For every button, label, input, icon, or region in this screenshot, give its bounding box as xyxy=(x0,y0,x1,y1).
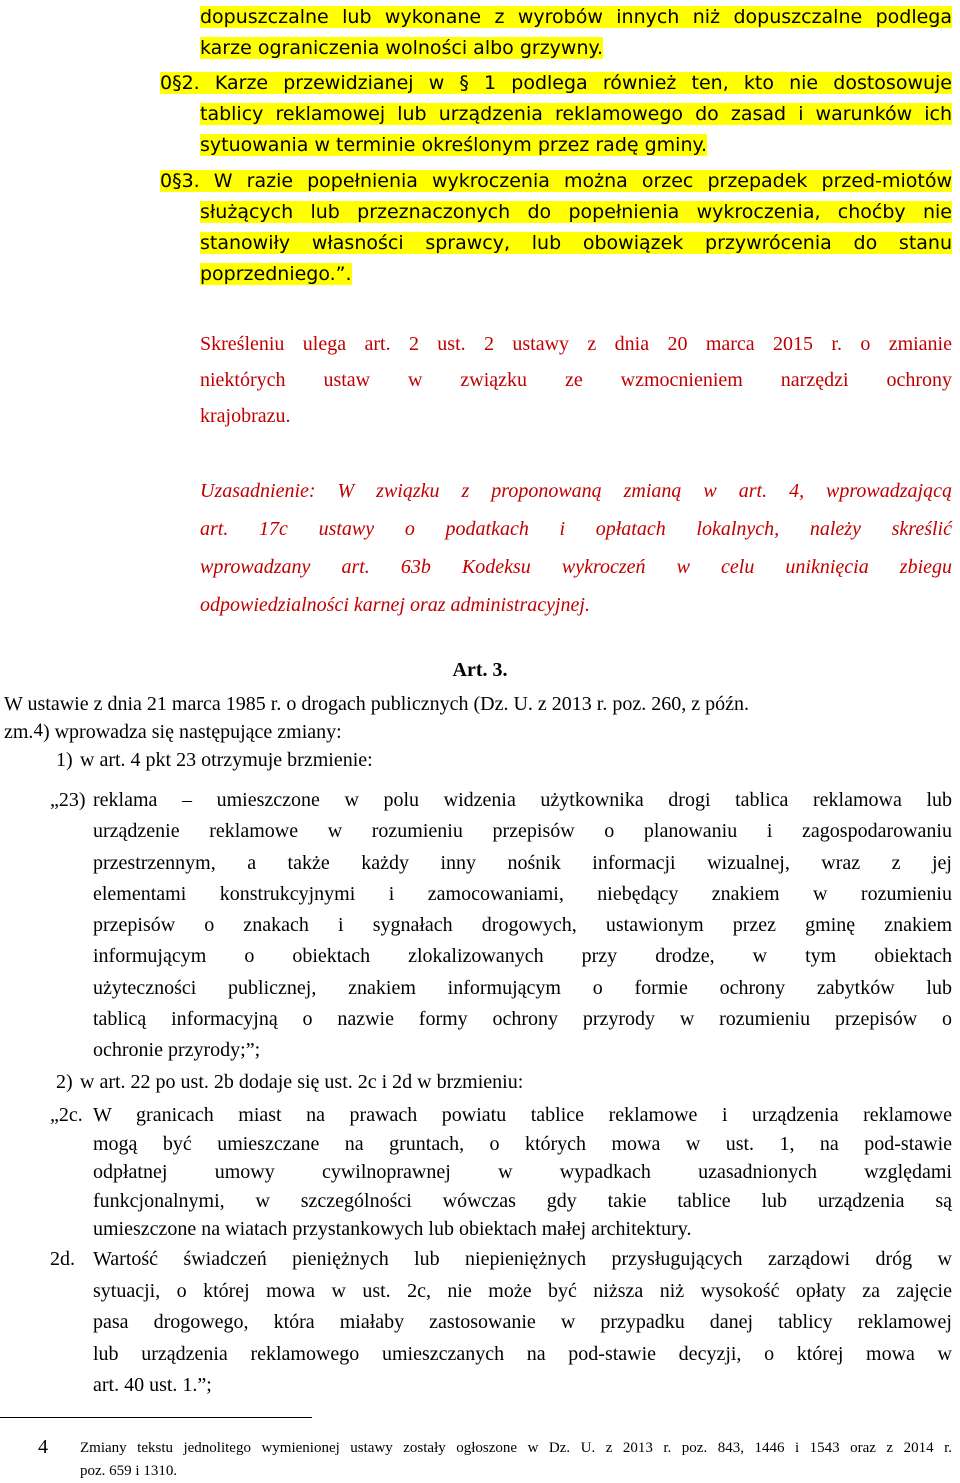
text-line: przepisów o znakach i sygnałach drogowych, ustawionym przez gminę znakiem xyxy=(93,914,952,937)
text-line: przestrzennym, a także każdy inny nośnik informacji wizualnej, wraz z jej xyxy=(93,851,952,874)
text-line: mogą być umieszczane na gruntach, o których mowa w ust. 1, na pod-stawie xyxy=(93,1132,952,1155)
text-line: zm. xyxy=(4,721,34,743)
item-1-text: w art. 4 pkt 23 otrzymuje brzmienie: xyxy=(80,749,373,771)
text-line: pasa drogowego, która miałaby zastosowanie w przypadku danej tablicy reklamowej xyxy=(93,1311,952,1333)
text-line: sytuacji, o której mowa w ust. 2c, nie może być niższa niż wysokość opłaty za zajęcie xyxy=(93,1279,952,1302)
deletion-note xyxy=(200,326,952,434)
footnote-separator xyxy=(0,1417,312,1418)
text-line: tablicy reklamowej lub urządzenia reklamowego do zasad i warunków ich xyxy=(200,103,952,125)
paragraph-2c-text xyxy=(93,1101,952,1244)
text-line: odpowiedzialności karnej oraz administracyjnej. xyxy=(200,594,590,616)
definition-23-text xyxy=(93,785,952,1067)
text-line: stanowiły własności sprawcy, lub obowiązek przywrócenia do stanu xyxy=(200,232,952,254)
footnote-ref[interactable]: 4 xyxy=(33,720,43,741)
definition-23-lead: „23) xyxy=(50,789,86,811)
paragraph-section-3-cont xyxy=(200,197,952,290)
text-line: niektórych ustaw w związku ze wzmocnieniem narzędzi ochrony xyxy=(200,369,952,391)
justification-note xyxy=(200,472,952,624)
text-line: Uzasadnienie: W związku z proponowaną zmianą w art. 4, wprowadzającą xyxy=(200,480,952,502)
text-line: W ustawie z dnia 21 marca 1985 r. o drogach publicznych (Dz. U. z 2013 r. poz. 260, z późn. xyxy=(4,693,749,715)
text-line: poprzedniego.”. xyxy=(200,263,352,285)
text-line: art. 17c ustawy o podatkach i opłatach lokalnych, należy skreślić xyxy=(200,518,952,540)
text-line: Zmiany tekstu jednolitego wymienionej ustawy zostały ogłoszone w Dz. U. z 2013 r. poz. 843, 1446 i 1543 oraz z 2014 r. xyxy=(80,1440,952,1456)
text-line: 0§2. Karze przewidzianej w § 1 podlega również ten, kto nie dostosowuje xyxy=(160,72,952,94)
paragraph-section-2-cont xyxy=(200,99,952,161)
text-line: poz. 659 i 1310. xyxy=(80,1463,178,1479)
text-line: Wartość świadczeń pieniężnych lub niepieniężnych przysługujących zarządowi dróg w xyxy=(93,1248,952,1270)
text-line: 0§3. W razie popełnienia wykroczenia można orzec przepadek przed-miotów xyxy=(160,170,952,192)
text-line: Skreśleniu ulega art. 2 ust. 2 ustawy z dnia 20 marca 2015 r. o zmianie xyxy=(200,333,952,355)
text-line: ) wprowadza się następujące zmiany: xyxy=(42,721,342,743)
paragraph-2d-text xyxy=(93,1244,952,1402)
article-intro xyxy=(4,690,952,747)
item-2-text: w art. 22 po ust. 2b dodaje się ust. 2c i 2d w brzmieniu: xyxy=(80,1071,524,1093)
text-line: służących lub przeznaczonych do popełnienia wykroczenia, choćby nie xyxy=(200,201,952,223)
text-line: sytuowania w terminie określonym przez radę gminy. xyxy=(200,134,708,156)
text-line: krajobrazu. xyxy=(200,405,291,427)
footnote-number: 4 xyxy=(38,1436,48,1458)
text-line: odpłatnej umowy cywilnoprawnej w wypadkach uzasadnionych względami xyxy=(93,1161,952,1184)
paragraph-2d-lead: 2d. xyxy=(50,1248,75,1270)
text-line: użyteczności publicznej, znakiem informującym o formie ochrony zabytków lub xyxy=(93,976,952,999)
text-line: urządzenie reklamowe w rozumieniu przepisów o planowaniu i zagospodarowaniu xyxy=(93,820,952,843)
paragraph-2c-lead: „2c. xyxy=(50,1104,83,1126)
text-line: wprowadzany art. 63b Kodeksu wykroczeń w celu uniknięcia zbiegu xyxy=(200,556,952,578)
text-line: W granicach miast na prawach powiatu tablice reklamowe i urządzenia reklamowe xyxy=(93,1104,952,1126)
text-line: elementami konstrukcyjnymi i zamocowaniami, niebędący znakiem w rozumieniu xyxy=(93,882,952,905)
footnote-text xyxy=(80,1437,952,1483)
text-line: karze ograniczenia wolności albo grzywny. xyxy=(200,37,604,59)
text-line: umieszczone na wiatach przystankowych lub obiektach małej architektury. xyxy=(93,1218,692,1241)
text-line: informującym o obiektach zlokalizowanych przy drodze, w tym obiektach xyxy=(93,945,952,968)
text-line: art. 40 ust. 1.”; xyxy=(93,1374,212,1396)
text-line: lub urządzenia reklamowego umieszczanych na pod-stawie decyzji, o której mowa w xyxy=(93,1342,952,1365)
item-2-number: 2) xyxy=(56,1071,73,1093)
paragraph-section-3 xyxy=(160,166,952,197)
article-heading: Art. 3. xyxy=(452,659,508,681)
paragraph-section-2 xyxy=(160,68,952,99)
highlighted-paragraph-continuation xyxy=(200,2,952,64)
text-line: tablicą informacyjną o nazwie formy ochrony przyrody w rozumieniu przepisów o xyxy=(93,1008,952,1031)
text-line: dopuszczalne lub wykonane z wyrobów innych niż dopuszczalne podlega xyxy=(200,6,952,28)
text-line: funkcjonalnymi, w szczególności wówczas gdy takie tablice lub urządzenia są xyxy=(93,1189,952,1212)
text-line: ochronie przyrody;”; xyxy=(93,1039,261,1062)
item-1-number: 1) xyxy=(56,749,73,771)
text-line: reklama – umieszczone w polu widzenia użytkownika drogi tablica reklamowa lub xyxy=(93,789,952,811)
